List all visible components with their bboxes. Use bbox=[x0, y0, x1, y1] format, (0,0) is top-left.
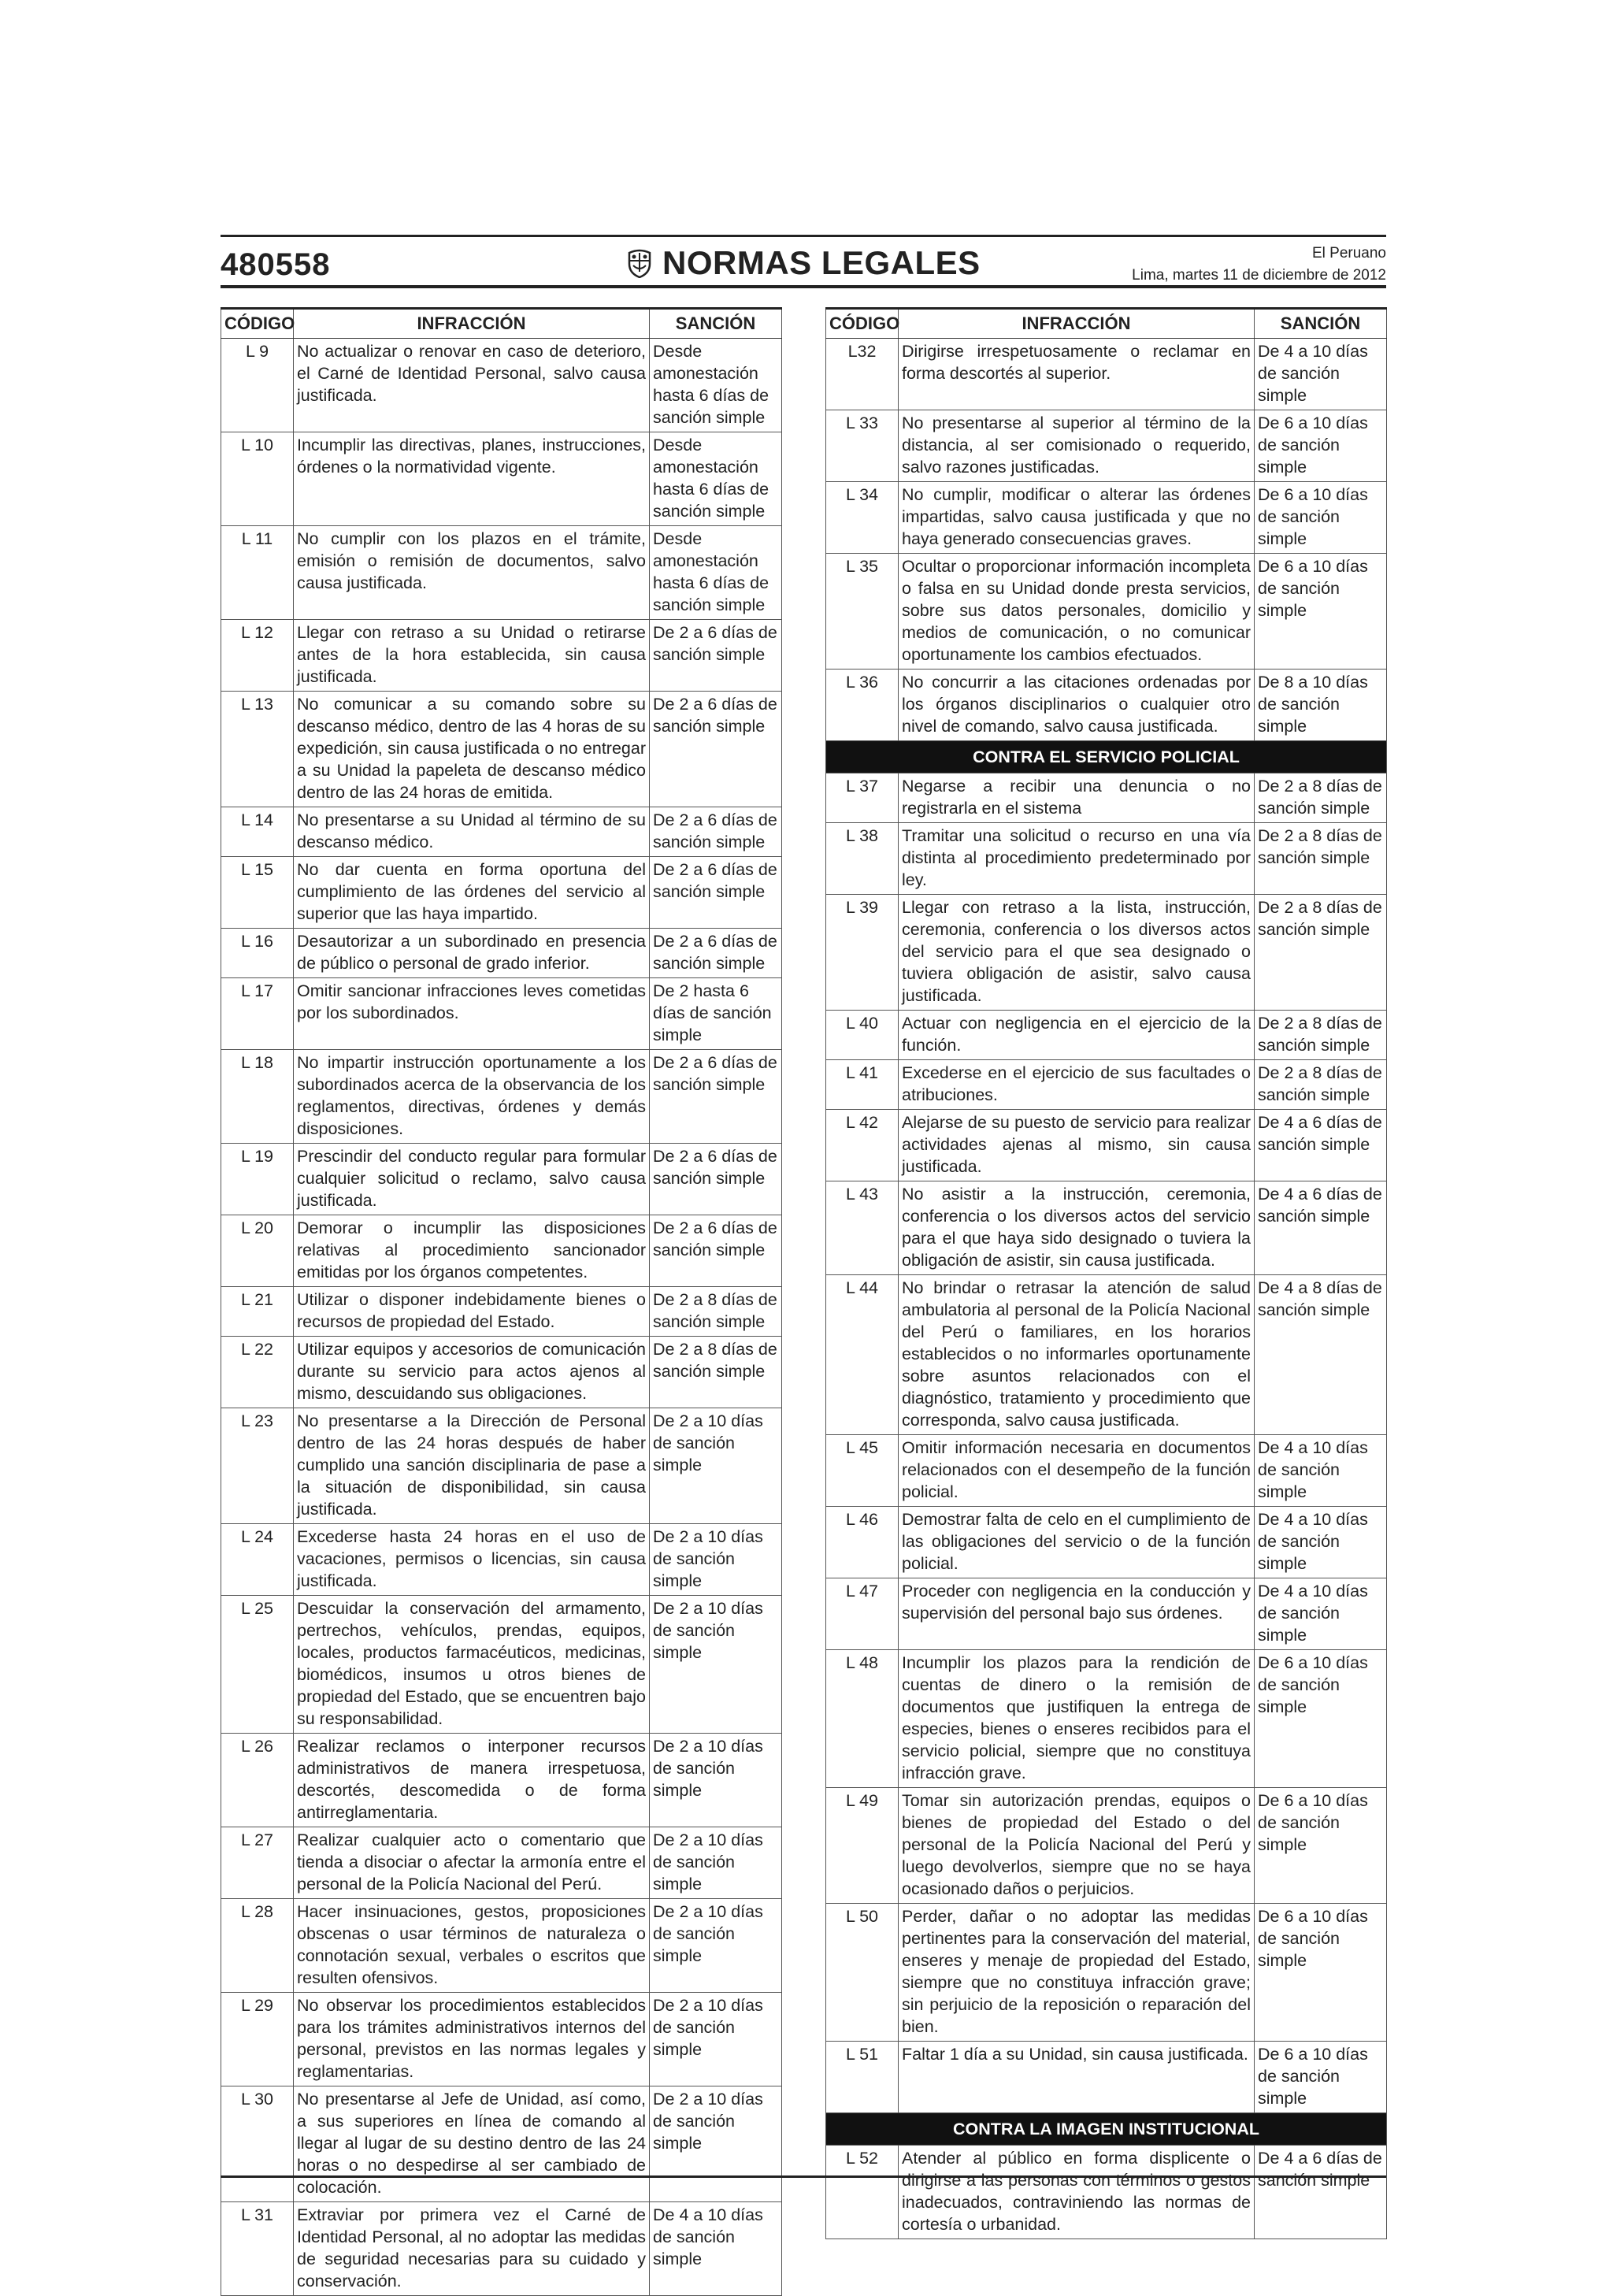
sanction: De 4 a 10 días de sanción simple bbox=[1255, 339, 1387, 410]
header-bottom-rule bbox=[221, 285, 1386, 288]
infraction-description: No actualizar o renovar en caso de deterioro, el Carné de Identidad Personal, salvo causa justificada. bbox=[294, 339, 650, 432]
infraction-description: Negarse a recibir una denuncia o no registrarla en el sistema bbox=[899, 773, 1255, 823]
infraction-description: Llegar con retraso a su Unidad o retirarse antes de la hora establecida, sin causa justificada. bbox=[294, 620, 650, 692]
infraction-description: Realizar cualquier acto o comentario que tienda a disociar o afectar la armonía entre el personal de la Policía Nacional del Perú. bbox=[294, 1827, 650, 1899]
table-row bbox=[221, 929, 782, 978]
infraction-code: L 46 bbox=[826, 1507, 899, 1578]
sanction: De 6 a 10 días de sanción simple bbox=[1255, 1788, 1387, 1904]
sanction: De 2 a 8 días de sanción simple bbox=[1255, 895, 1387, 1011]
table-row bbox=[826, 1788, 1387, 1904]
infraction-code: L 12 bbox=[221, 620, 294, 692]
sanction: De 4 a 10 días de sanción simple bbox=[1255, 1435, 1387, 1507]
col-header-sancion: SANCIÓN bbox=[1255, 309, 1387, 339]
table-row bbox=[221, 1050, 782, 1144]
sanction: De 6 a 10 días de sanción simple bbox=[1255, 1650, 1387, 1788]
infraction-code: L 21 bbox=[221, 1287, 294, 1337]
infraction-description: No presentarse a su Unidad al término de su descanso médico. bbox=[294, 807, 650, 857]
sanction: De 8 a 10 días de sanción simple bbox=[1255, 670, 1387, 741]
infraction-code: L 50 bbox=[826, 1904, 899, 2042]
infraction-description: Utilizar equipos y accesorios de comunicación durante su servicio para actos ajenos al mismo, descuidando sus obligaciones. bbox=[294, 1337, 650, 1408]
infraction-code: L 29 bbox=[221, 1993, 294, 2086]
infractions-table-left bbox=[221, 307, 782, 2296]
infraction-description: No cumplir con los plazos en el trámite, emisión o remisión de documentos, salvo causa justificada. bbox=[294, 526, 650, 620]
sanction: De 2 a 10 días de sanción simple bbox=[650, 1408, 782, 1524]
table-row bbox=[221, 807, 782, 857]
coat-of-arms-icon bbox=[626, 248, 653, 278]
infraction-code: L 51 bbox=[826, 2042, 899, 2113]
table-row bbox=[826, 554, 1387, 670]
infraction-code: L 11 bbox=[221, 526, 294, 620]
sanction: De 4 a 6 días de sanción simple bbox=[1255, 1181, 1387, 1275]
sanction: De 4 a 6 días de sanción simple bbox=[1255, 2146, 1387, 2239]
infraction-description: Extraviar por primera vez el Carné de Identidad Personal, al no adoptar las medidas de seguridad necesarias para su cuidado y conservación. bbox=[294, 2202, 650, 2296]
table-row bbox=[221, 1596, 782, 1734]
infraction-description: Atender al público en forma displicente o dirigirse a las personas con términos o gestos inadecuados, contraviniendo las normas de cortesía o urbanidad. bbox=[899, 2146, 1255, 2239]
sanction: De 2 a 6 días de sanción simple bbox=[650, 1144, 782, 1215]
infraction-code: L 48 bbox=[826, 1650, 899, 1788]
infraction-description: Excederse hasta 24 horas en el uso de vacaciones, permisos o licencias, sin causa justificada. bbox=[294, 1524, 650, 1596]
infraction-description: No observar los procedimientos establecidos para los trámites administrativos internos del personal, previstos en las normas legales y reglamentarias. bbox=[294, 1993, 650, 2086]
publication-info bbox=[1132, 243, 1386, 287]
page-number: 480558 bbox=[221, 247, 331, 282]
sanction: De 6 a 10 días de sanción simple bbox=[1255, 410, 1387, 482]
dateline: Lima, martes 11 de diciembre de 2012 bbox=[1132, 267, 1386, 284]
infraction-description: Tomar sin autorización prendas, equipos o bienes de propiedad del Estado o del personal de la Policía Nacional del Perú y luego devolverlos, siempre que no se haya ocasionado daños o perjuicios. bbox=[899, 1788, 1255, 1904]
sanction: De 2 a 6 días de sanción simple bbox=[650, 857, 782, 929]
infraction-description: Dirigirse irrespetuosamente o reclamar en forma descortés al superior. bbox=[899, 339, 1255, 410]
sanction: De 2 a 8 días de sanción simple bbox=[650, 1287, 782, 1337]
sanction: De 2 a 8 días de sanción simple bbox=[650, 1337, 782, 1408]
infraction-description: Demorar o incumplir las disposiciones relativas al procedimiento sancionador emitidas por los órganos competentes. bbox=[294, 1215, 650, 1287]
table-row bbox=[826, 895, 1387, 1011]
infraction-description: No presentarse al superior al término de la distancia, al ser comisionado o requerido, salvo razones justificadas. bbox=[899, 410, 1255, 482]
infraction-code: L 40 bbox=[826, 1011, 899, 1060]
sanction: De 2 a 10 días de sanción simple bbox=[650, 1524, 782, 1596]
infraction-code: L 19 bbox=[221, 1144, 294, 1215]
page-bottom-rule bbox=[221, 2175, 1386, 2178]
infraction-description: Hacer insinuaciones, gestos, proposiciones obscenas o usar términos de naturaleza o connotación sexual, verbales o escritos que resulten ofensivos. bbox=[294, 1899, 650, 1993]
table-row bbox=[826, 1507, 1387, 1578]
sanction: De 2 a 10 días de sanción simple bbox=[650, 1734, 782, 1827]
infractions-table-right bbox=[825, 307, 1387, 2239]
infraction-code: L 33 bbox=[826, 410, 899, 482]
infraction-code: L32 bbox=[826, 339, 899, 410]
sanction: De 4 a 10 días de sanción simple bbox=[1255, 1578, 1387, 1650]
infraction-description: Omitir información necesaria en documentos relacionados con el desempeño de la función policial. bbox=[899, 1435, 1255, 1507]
infraction-description: No concurrir a las citaciones ordenadas por los órganos disciplinarios o cualquier otro nivel de comando, salvo causa justificada. bbox=[899, 670, 1255, 741]
infraction-description: Desautorizar a un subordinado en presencia de público o personal de grado inferior. bbox=[294, 929, 650, 978]
left-column bbox=[221, 307, 782, 2296]
infraction-code: L 23 bbox=[221, 1408, 294, 1524]
section-heading-row bbox=[826, 741, 1387, 773]
table-row bbox=[221, 620, 782, 692]
sanction: De 6 a 10 días de sanción simple bbox=[1255, 1904, 1387, 2042]
sanction: Desde amonestación hasta 6 días de sanción simple bbox=[650, 339, 782, 432]
sanction: Desde amonestación hasta 6 días de sanción simple bbox=[650, 526, 782, 620]
sanction: De 4 a 6 días de sanción simple bbox=[1255, 1110, 1387, 1181]
infraction-description: Prescindir del conducto regular para formular cualquier solicitud o reclamo, salvo causa justificada. bbox=[294, 1144, 650, 1215]
infraction-code: L 22 bbox=[221, 1337, 294, 1408]
infraction-code: L 10 bbox=[221, 432, 294, 526]
sanction: De 2 a 10 días de sanción simple bbox=[650, 1596, 782, 1734]
publication-name: El Peruano bbox=[1311, 245, 1386, 261]
infraction-code: L 25 bbox=[221, 1596, 294, 1734]
sanction: De 2 a 6 días de sanción simple bbox=[650, 1215, 782, 1287]
infraction-description: No comunicar a su comando sobre su descanso médico, dentro de las 4 horas de su expedición, sin causa justificada o no entregar a su Unidad la papeleta de descanso médico dentro de las 24 horas de emitida. bbox=[294, 692, 650, 807]
sanction: De 4 a 8 días de sanción simple bbox=[1255, 1275, 1387, 1435]
table-row bbox=[826, 773, 1387, 823]
sanction: De 2 a 6 días de sanción simple bbox=[650, 620, 782, 692]
section-heading: CONTRA LA IMAGEN INSTITUCIONAL bbox=[826, 2113, 1387, 2146]
right-column bbox=[825, 307, 1387, 2239]
table-row bbox=[826, 1011, 1387, 1060]
sanction: De 6 a 10 días de sanción simple bbox=[1255, 482, 1387, 554]
infraction-description: Realizar reclamos o interponer recursos administrativos de manera irrespetuosa, descortés, descomedida o de forma antirreglamentaria. bbox=[294, 1734, 650, 1827]
infraction-code: L 43 bbox=[826, 1181, 899, 1275]
table-row bbox=[221, 1337, 782, 1408]
col-header-infraccion: INFRACCIÓN bbox=[899, 309, 1255, 339]
section-heading-row bbox=[826, 2113, 1387, 2146]
masthead bbox=[626, 244, 981, 282]
table-row bbox=[221, 432, 782, 526]
infraction-code: L 44 bbox=[826, 1275, 899, 1435]
infraction-code: L 31 bbox=[221, 2202, 294, 2296]
infraction-code: L 49 bbox=[826, 1788, 899, 1904]
infraction-description: Ocultar o proporcionar información incompleta o falsa en su Unidad donde presta servicios, sobre sus datos personales, domicilio y medios de comunicación, o no comunicar oportunamente los cambios efectuados. bbox=[899, 554, 1255, 670]
infraction-code: L 13 bbox=[221, 692, 294, 807]
infraction-description: Excederse en el ejercicio de sus facultades o atribuciones. bbox=[899, 1060, 1255, 1110]
table-row bbox=[221, 692, 782, 807]
table-row bbox=[221, 1899, 782, 1993]
sanction: De 2 a 8 días de sanción simple bbox=[1255, 823, 1387, 895]
infraction-description: Omitir sancionar infracciones leves cometidas por los subordinados. bbox=[294, 978, 650, 1050]
infraction-description: No asistir a la instrucción, ceremonia, conferencia o los diversos actos del servicio para el que haya sido designado o tuviera la obligación de asistir, sin causa justificada. bbox=[899, 1181, 1255, 1275]
sanction: De 2 a 10 días de sanción simple bbox=[650, 1899, 782, 1993]
sanction: De 2 a 8 días de sanción simple bbox=[1255, 1060, 1387, 1110]
table-row bbox=[221, 978, 782, 1050]
table-row bbox=[221, 1524, 782, 1596]
infraction-code: L 36 bbox=[826, 670, 899, 741]
infraction-description: Tramitar una solicitud o recurso en una vía distinta al procedimiento predeterminado por ley. bbox=[899, 823, 1255, 895]
infraction-code: L 26 bbox=[221, 1734, 294, 1827]
table-row bbox=[826, 2146, 1387, 2239]
table-row bbox=[221, 1287, 782, 1337]
col-header-codigo: CÓDIGO bbox=[221, 309, 294, 339]
infraction-description: Faltar 1 día a su Unidad, sin causa justificada. bbox=[899, 2042, 1255, 2113]
infraction-code: L 52 bbox=[826, 2146, 899, 2239]
sanction: De 4 a 10 días de sanción simple bbox=[650, 2202, 782, 2296]
sanction: De 4 a 10 días de sanción simple bbox=[1255, 1507, 1387, 1578]
infraction-description: Proceder con negligencia en la conducción y supervisión del personal bajo sus órdenes. bbox=[899, 1578, 1255, 1650]
masthead-title: NORMAS LEGALES bbox=[662, 244, 981, 281]
infraction-code: L 28 bbox=[221, 1899, 294, 1993]
infraction-code: L 47 bbox=[826, 1578, 899, 1650]
section-heading: CONTRA EL SERVICIO POLICIAL bbox=[826, 741, 1387, 773]
table-row bbox=[221, 339, 782, 432]
infraction-code: L 9 bbox=[221, 339, 294, 432]
infraction-code: L 18 bbox=[221, 1050, 294, 1144]
infraction-description: Llegar con retraso a la lista, instrucción, ceremonia, conferencia o los diversos actos del servicio para el que sea designado o tuviera obligación de asistir, salvo causa justificada. bbox=[899, 895, 1255, 1011]
infraction-code: L 34 bbox=[826, 482, 899, 554]
sanction: De 2 a 8 días de sanción simple bbox=[1255, 773, 1387, 823]
infraction-description: No impartir instrucción oportunamente a los subordinados acerca de la observancia de los reglamentos, directivas, órdenes y demás disposiciones. bbox=[294, 1050, 650, 1144]
table-row bbox=[221, 526, 782, 620]
infraction-code: L 15 bbox=[221, 857, 294, 929]
infraction-description: No cumplir, modificar o alterar las órdenes impartidas, salvo causa justificada y que no haya generado consecuencias graves. bbox=[899, 482, 1255, 554]
table-row bbox=[826, 1110, 1387, 1181]
table-row bbox=[221, 1993, 782, 2086]
table-row bbox=[221, 2202, 782, 2296]
infraction-description: No dar cuenta en forma oportuna del cumplimiento de las órdenes del servicio al superior que las haya impartido. bbox=[294, 857, 650, 929]
table-row bbox=[221, 1827, 782, 1899]
infraction-description: No presentarse al Jefe de Unidad, así como, a sus superiores en línea de comando al llegar al lugar de su destino dentro de las 24 horas o no despedirse al ser cambiado de colocación. bbox=[294, 2086, 650, 2202]
col-header-sancion: SANCIÓN bbox=[650, 309, 782, 339]
infraction-description: Descuidar la conservación del armamento, pertrechos, vehículos, prendas, equipos, locales, productos farmacéuticos, medicinas, biomédicos, insumos u otros bienes de propiedad del Estado, que se encuentren bajo su responsabilidad. bbox=[294, 1596, 650, 1734]
table-row bbox=[221, 1734, 782, 1827]
table-row bbox=[826, 1181, 1387, 1275]
infraction-description: Incumplir los plazos para la rendición de cuentas de dinero o la remisión de documentos que justifiquen la entrega de especies, bienes o enseres recibidos para el servicio policial, siempre que no constituya infracción grave. bbox=[899, 1650, 1255, 1788]
table-row bbox=[221, 1408, 782, 1524]
sanction: De 2 a 8 días de sanción simple bbox=[1255, 1011, 1387, 1060]
infraction-code: L 24 bbox=[221, 1524, 294, 1596]
table-row bbox=[826, 1060, 1387, 1110]
table-row bbox=[826, 1578, 1387, 1650]
sanction: De 6 a 10 días de sanción simple bbox=[1255, 2042, 1387, 2113]
infraction-description: Incumplir las directivas, planes, instrucciones, órdenes o la normatividad vigente. bbox=[294, 432, 650, 526]
sanction: De 2 a 6 días de sanción simple bbox=[650, 692, 782, 807]
table-row bbox=[826, 1275, 1387, 1435]
table-row bbox=[826, 2042, 1387, 2113]
infraction-code: L 17 bbox=[221, 978, 294, 1050]
infraction-description: No presentarse a la Dirección de Personal dentro de las 24 horas después de haber cumplido una sanción disciplinaria de pase a la situación de disponibilidad, sin causa justificada. bbox=[294, 1408, 650, 1524]
page-header bbox=[221, 236, 1386, 284]
infraction-code: L 42 bbox=[826, 1110, 899, 1181]
infraction-code: L 35 bbox=[826, 554, 899, 670]
infraction-code: L 20 bbox=[221, 1215, 294, 1287]
infraction-description: No brindar o retrasar la atención de salud ambulatoria al personal de la Policía Nacional del Perú o familiares, en los horarios establecidos o no informarles oportunamente sobre asuntos relacionados con el diagnóstico, tratamiento y procedimiento que corresponda, salvo causa justificada. bbox=[899, 1275, 1255, 1435]
sanction: De 2 a 10 días de sanción simple bbox=[650, 2086, 782, 2202]
infraction-description: Actuar con negligencia en el ejercicio de la función. bbox=[899, 1011, 1255, 1060]
col-header-infraccion: INFRACCIÓN bbox=[294, 309, 650, 339]
infraction-code: L 39 bbox=[826, 895, 899, 1011]
infraction-code: L 45 bbox=[826, 1435, 899, 1507]
infraction-description: Perder, dañar o no adoptar las medidas pertinentes para la conservación del material, enseres y menaje de propiedad del Estado, siempre que no constituya infracción grave; sin perjuicio de la reposición o reparación del bien. bbox=[899, 1904, 1255, 2042]
infraction-description: Demostrar falta de celo en el cumplimiento de las obligaciones del servicio o de la función policial. bbox=[899, 1507, 1255, 1578]
table-row bbox=[826, 339, 1387, 410]
table-row bbox=[826, 482, 1387, 554]
infraction-code: L 41 bbox=[826, 1060, 899, 1110]
infraction-description: Utilizar o disponer indebidamente bienes o recursos de propiedad del Estado. bbox=[294, 1287, 650, 1337]
table-row bbox=[221, 1144, 782, 1215]
table-row bbox=[826, 410, 1387, 482]
table-row bbox=[826, 1904, 1387, 2042]
table-row bbox=[221, 1215, 782, 1287]
infraction-code: L 14 bbox=[221, 807, 294, 857]
table-row bbox=[826, 823, 1387, 895]
infraction-code: L 38 bbox=[826, 823, 899, 895]
sanction: De 2 a 10 días de sanción simple bbox=[650, 1993, 782, 2086]
table-row bbox=[221, 2086, 782, 2202]
table-row bbox=[826, 1650, 1387, 1788]
infraction-code: L 27 bbox=[221, 1827, 294, 1899]
sanction: De 2 a 10 días de sanción simple bbox=[650, 1827, 782, 1899]
sanction: De 2 a 6 días de sanción simple bbox=[650, 1050, 782, 1144]
table-row bbox=[221, 857, 782, 929]
infraction-code: L 16 bbox=[221, 929, 294, 978]
infraction-description: Alejarse de su puesto de servicio para realizar actividades ajenas al mismo, sin causa justificada. bbox=[899, 1110, 1255, 1181]
sanction: De 6 a 10 días de sanción simple bbox=[1255, 554, 1387, 670]
sanction: De 2 a 6 días de sanción simple bbox=[650, 807, 782, 857]
sanction: De 2 hasta 6 días de sanción simple bbox=[650, 978, 782, 1050]
infraction-code: L 37 bbox=[826, 773, 899, 823]
table-row bbox=[826, 1435, 1387, 1507]
infraction-code: L 30 bbox=[221, 2086, 294, 2202]
sanction: De 2 a 6 días de sanción simple bbox=[650, 929, 782, 978]
sanction: Desde amonestación hasta 6 días de sanción simple bbox=[650, 432, 782, 526]
col-header-codigo: CÓDIGO bbox=[826, 309, 899, 339]
table-row bbox=[826, 670, 1387, 741]
